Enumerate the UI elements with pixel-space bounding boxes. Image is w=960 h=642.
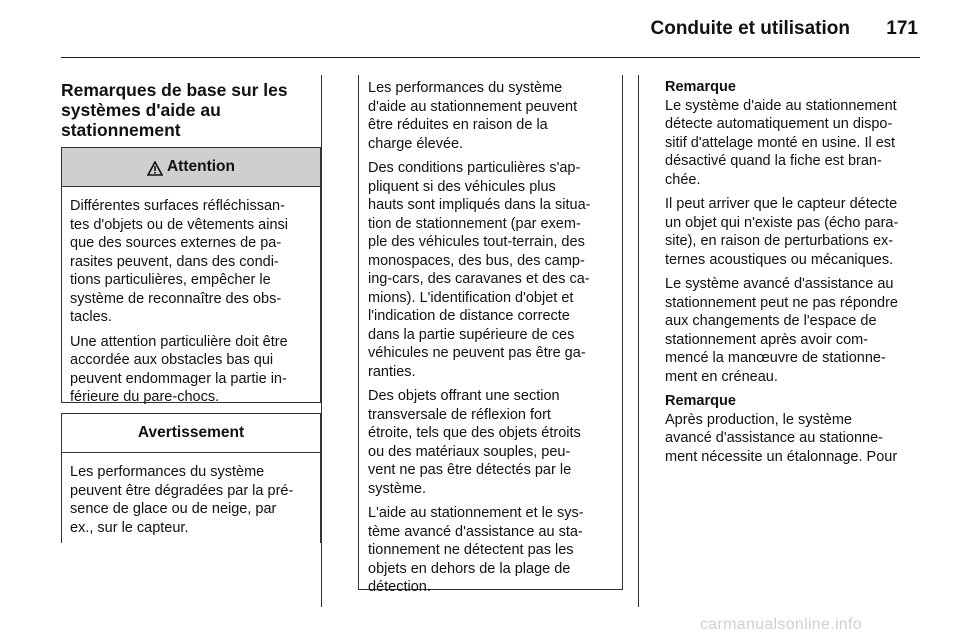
text-line: Après production, le système	[665, 411, 852, 428]
text-line: tionnement ne détectent pas les	[368, 542, 574, 558]
text-line: ple des véhicules tout-terrain, des	[368, 234, 585, 250]
text-line: férieure du pare-chocs.	[70, 389, 220, 405]
text-line: système de reconnaître des obs-	[70, 290, 282, 307]
text-line: l'indication de distance correcte	[368, 308, 570, 324]
avertissement-box	[61, 413, 321, 543]
text-line: d'aide au stationnement peuvent	[368, 98, 578, 115]
text-line: Des objets offrant une section	[368, 388, 560, 404]
middle-paragraph	[368, 159, 616, 381]
text-line: Le système d'aide au stationnement	[665, 97, 897, 114]
text-line: Des conditions particulières s'ap-	[368, 160, 581, 176]
page-number: 171	[886, 18, 918, 39]
remark-label: Remarque	[665, 79, 736, 95]
text-line: chée.	[665, 171, 701, 188]
text-line: détecte automatiquement un dispo-	[665, 116, 893, 132]
avertissement-box-title: Avertissement	[137, 424, 245, 441]
text-line: site), en raison de perturbations ex-	[665, 233, 894, 249]
text-line: Différentes surfaces réfléchissan-	[70, 198, 285, 214]
watermark: carmanualsonline.info	[700, 616, 862, 633]
text-line: aux changements de l'espace de	[665, 313, 877, 329]
text-line: tions particulières, empêcher le	[70, 272, 271, 288]
text-line: sence de glace ou de neige, par	[70, 501, 277, 517]
header-divider	[61, 57, 920, 58]
text-line: système.	[368, 480, 427, 497]
text-line: détection.	[368, 579, 431, 595]
middle-note-body	[359, 75, 622, 597]
attention-box-body	[62, 187, 320, 407]
text-line: Les performances du système	[70, 464, 265, 480]
text-line: L'aide au stationnement et le sys-	[368, 505, 584, 521]
warning-triangle-icon	[147, 161, 163, 176]
text-line: ranties.	[368, 363, 416, 380]
text-line: ou des matériaux souples, peu-	[368, 443, 571, 460]
text-line: mions). L'identification d'objet et	[368, 289, 574, 306]
middle-paragraph	[368, 387, 616, 498]
text-line: tacles.	[70, 309, 112, 325]
text-line: hauts sont impliqués dans la situa-	[368, 197, 591, 213]
right-column	[665, 78, 930, 466]
middle-paragraph	[368, 504, 616, 597]
text-line: que des sources externes de pa-	[70, 235, 282, 251]
text-line: un objet qui n'existe pas (écho para-	[665, 214, 899, 231]
text-line: monospaces, des bus, des camp-	[368, 252, 585, 269]
text-line: Une attention particulière doit être	[70, 333, 288, 350]
text-line: ing-cars, des caravanes et des ca-	[368, 271, 590, 287]
text-line: être réduites en raison de la	[368, 117, 548, 133]
text-line: ment nécessite un étalonnage. Pour	[665, 448, 898, 465]
text-line: transversale de réflexion fort	[368, 406, 551, 423]
avertissement-paragraph	[70, 463, 314, 537]
text-line: tes d'objets ou de vêtements ainsi	[70, 216, 288, 233]
attention-box	[61, 147, 321, 403]
text-line: ex., sur le capteur.	[70, 519, 189, 536]
text-line: Les performances du système	[368, 80, 563, 96]
text-line: charge élevée.	[368, 135, 464, 152]
text-line: accordée aux obstacles bas qui	[70, 352, 274, 368]
middle-note-box	[358, 75, 623, 595]
avertissement-box-body	[62, 453, 320, 537]
text-line: avancé d'assistance au stationne-	[665, 430, 883, 446]
text-line: désactivé quand la fiche est bran-	[665, 153, 882, 169]
text-line: ment en créneau.	[665, 368, 778, 385]
text-line: stationnement après avoir com-	[665, 331, 869, 348]
remark-paragraph	[665, 97, 930, 190]
section-title-line: stationnement	[61, 120, 181, 140]
section-title-line: systèmes d'aide au	[61, 100, 221, 120]
text-line: pliquent si des véhicules plus	[368, 178, 556, 195]
text-line: Le système avancé d'assistance au	[665, 276, 894, 292]
column-divider-left	[321, 75, 322, 607]
text-line: dans la partie supérieure de ces	[368, 326, 575, 343]
attention-paragraph	[70, 333, 314, 407]
section-title	[61, 80, 321, 140]
text-line: Il peut arriver que le capteur détecte	[665, 196, 898, 212]
text-line: véhicules ne peuvent pas être ga-	[368, 345, 586, 361]
text-line: vent ne pas être détectés par le	[368, 462, 572, 478]
text-line: ternes acoustiques ou mécaniques.	[665, 251, 894, 268]
attention-paragraph	[70, 197, 314, 327]
attention-box-header	[62, 148, 320, 187]
body-paragraph	[665, 275, 930, 386]
body-paragraph	[665, 195, 930, 269]
text-line: peuvent endommager la partie in-	[70, 370, 287, 387]
attention-box-title: Attention	[166, 158, 235, 175]
text-line: mencé la manœuvre de stationne-	[665, 350, 886, 366]
text-line: stationnement peut ne pas répondre	[665, 294, 898, 311]
text-line: tion de stationnement (par exem-	[368, 215, 581, 232]
header-title: Conduite et utilisation	[650, 18, 850, 39]
avertissement-box-header	[62, 414, 320, 453]
remark-paragraph	[665, 411, 930, 467]
text-line: rasites peuvent, dans des condi-	[70, 253, 279, 270]
text-line: peuvent être dégradées par la pré-	[70, 482, 294, 499]
remark-block	[665, 78, 930, 189]
column-divider-right	[638, 75, 639, 607]
remark-label: Remarque	[665, 393, 736, 409]
text-line: tème avancé d'assistance au sta-	[368, 523, 583, 540]
text-line: sitif d'attelage monté en usine. Il est	[665, 134, 896, 151]
section-title-line: Remarques de base sur les	[61, 80, 288, 100]
text-line: objets en dehors de la plage de	[368, 560, 571, 577]
remark-block	[665, 392, 930, 466]
text-line: étroite, tels que des objets étroits	[368, 425, 581, 441]
middle-paragraph	[368, 79, 616, 153]
